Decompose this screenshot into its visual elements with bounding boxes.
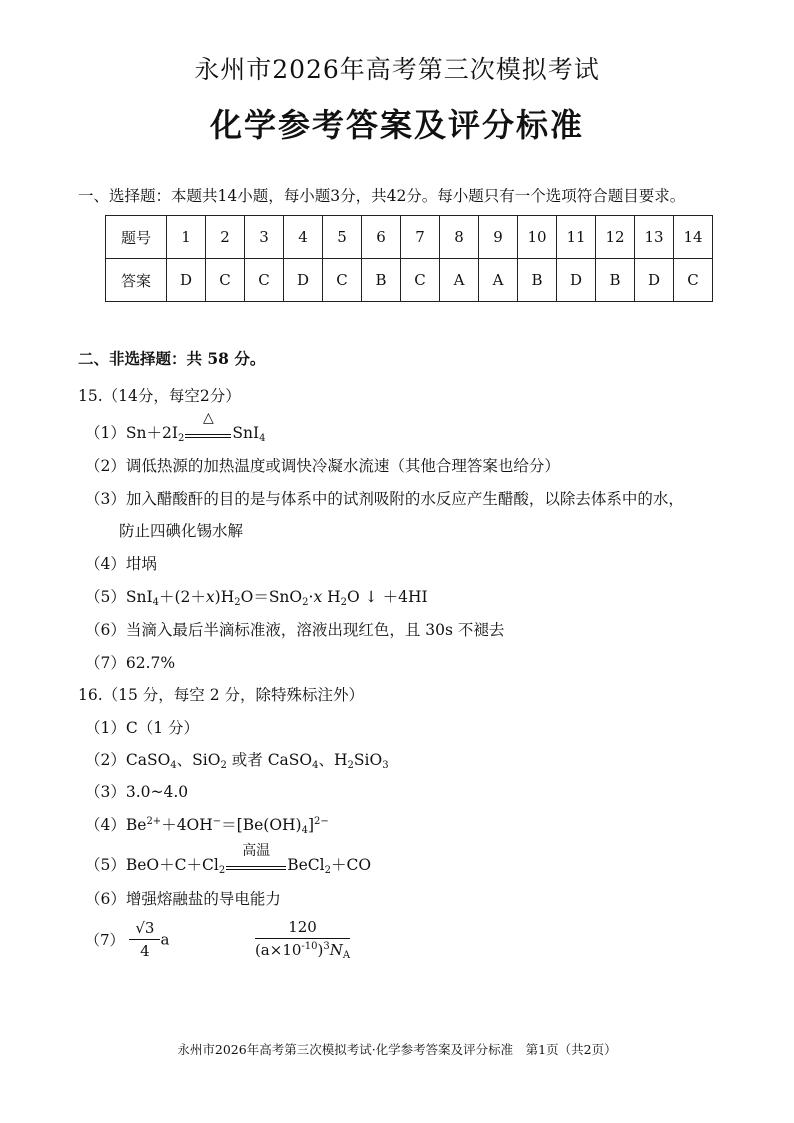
answer-cell: D [284, 259, 323, 302]
answer-row [106, 259, 713, 302]
answer-cell: C [245, 259, 284, 302]
formula-part: （2）CaSO [85, 751, 171, 769]
answer-table [105, 215, 713, 302]
superscript: − [212, 816, 222, 827]
answer-cell: D [557, 259, 596, 302]
subscript: 2 [302, 597, 309, 608]
question-number: 12 [596, 216, 635, 259]
fraction-numerator: 120 [255, 918, 350, 939]
fraction-denominator [255, 939, 350, 961]
question-number: 11 [557, 216, 596, 259]
formula-part: SiO [353, 751, 383, 769]
subscript: 2 [347, 760, 354, 771]
equation-lhs: Sn＋2I [125, 424, 178, 442]
answer-cell: D [635, 259, 674, 302]
q15-answer-7: （7）62.7% [85, 654, 176, 672]
q15-answer-2: （2）调低热源的加热温度或调快冷凝水流速（其他合理答案也给分） [85, 457, 560, 475]
question-number: 14 [674, 216, 713, 259]
den-part: ) [317, 941, 324, 959]
q15-answer-3-line1: （3）加入醋酸酐的目的是与体系中的试剂吸附的水反应产生醋酸，以除去体系中的水， [85, 490, 684, 508]
equation-part: ＋4OH [161, 816, 213, 834]
section1-heading: 一、选择题：本题共14小题，每小题3分，共42分。每小题只有一个选项符合题目要求。 [78, 187, 686, 205]
answer-cell: C [401, 259, 440, 302]
subscript: 2 [324, 865, 331, 876]
heat-symbol: △ [202, 410, 214, 426]
equation-part: SnI [125, 588, 153, 606]
subscript: A [342, 950, 351, 961]
answer-label: （5） [85, 588, 126, 606]
superscript: 2− [314, 816, 329, 827]
answer-label: （1） [85, 424, 126, 442]
subscript: 3 [382, 760, 389, 771]
answer-cell: C [206, 259, 245, 302]
question-number: 7 [401, 216, 440, 259]
answer-cell: C [674, 259, 713, 302]
q15-answer-4: （4）坩埚 [85, 555, 157, 573]
subscript: 2 [340, 597, 348, 608]
answer-key-title: 化学参考答案及评分标准 [209, 106, 584, 144]
equation-part: )H [214, 588, 235, 606]
equation-part: · [308, 588, 314, 606]
question-number: 1 [167, 216, 206, 259]
answer-cell: C [323, 259, 362, 302]
superscript: -10 [301, 941, 318, 952]
question-number: 9 [479, 216, 518, 259]
den-part: (a×10 [254, 941, 302, 959]
answer-cell: A [479, 259, 518, 302]
subscript: 4 [152, 597, 159, 608]
question-number: 13 [635, 216, 674, 259]
answer-cell: B [362, 259, 401, 302]
superscript: 2+ [146, 816, 162, 827]
equation-part: H [322, 588, 341, 606]
subscript: 4 [259, 433, 266, 444]
q16-answer-5 [85, 843, 372, 876]
question-number-row [106, 216, 713, 259]
variable-x: x [313, 588, 323, 606]
answer-cell: B [596, 259, 635, 302]
fraction-edge [129, 919, 160, 960]
section2-heading: 二、非选择题：共 58 分。 [78, 349, 266, 368]
q15-answer-3-line2: 防止四碘化锡水解 [119, 522, 244, 540]
variable-a: a [160, 930, 170, 949]
equation-part: O＝SnO [240, 588, 303, 606]
question-number: 8 [440, 216, 479, 259]
equation-rhs: SnI [232, 424, 260, 442]
subscript: 4 [312, 760, 319, 771]
formula-part: 、H [318, 751, 348, 769]
answer-cell: A [440, 259, 479, 302]
row-label-number: 题号 [106, 216, 167, 259]
subscript: 2 [177, 433, 185, 444]
equation-part: ] [307, 816, 315, 834]
subscript: 4 [170, 760, 177, 771]
exam-title: 永州市2026年高考第三次模拟考试 [194, 55, 600, 84]
equation-part: ＋(2＋ [158, 588, 206, 606]
q16-title: 16.（15 分，每空 2 分，除特殊标注外） [78, 686, 365, 704]
q16-answer-3: （3）3.0~4.0 [85, 783, 189, 801]
question-number: 3 [245, 216, 284, 259]
question-number: 2 [206, 216, 245, 259]
condition-text: 高温 [242, 843, 271, 859]
q15-answer-5 [85, 585, 428, 608]
q15-answer-6: （6）当滴入最后半滴标准液，溶液出现红色，且 30s 不褪去 [85, 621, 505, 639]
variable-x: x [205, 588, 215, 606]
equation-part: （4）Be [85, 816, 147, 834]
superscript: 3 [323, 941, 330, 952]
q15-title: 15.（14分，每空2分） [78, 387, 241, 405]
question-number: 6 [362, 216, 401, 259]
q16-answer-6: （6）增强熔融盐的导电能力 [85, 890, 281, 908]
subscript: 2 [218, 865, 226, 876]
formula-part: 或者 CaSO [226, 751, 313, 769]
page-footer: 永州市2026年高考第三次模拟考试·化学参考答案及评分标准 第1页（共2页） [177, 1042, 617, 1057]
fraction-numerator: √3 [129, 919, 160, 940]
answer-label: （7） [85, 931, 125, 949]
avogadro-symbol: N [329, 941, 343, 959]
question-number: 10 [518, 216, 557, 259]
row-label-answer: 答案 [106, 259, 167, 302]
reaction-condition [185, 410, 231, 438]
equation-part: ＋CO [330, 856, 372, 874]
fraction-denominator: 4 [140, 942, 150, 960]
equation-part: O ↓ ＋4HI [347, 588, 428, 606]
equation-part: ＝[Be(OH) [221, 816, 302, 834]
q16-answer-7 [85, 918, 350, 961]
subscript: 2 [220, 760, 227, 771]
reaction-condition [226, 843, 286, 870]
answer-cell: D [167, 259, 206, 302]
q15-answer-1 [85, 410, 266, 444]
subscript: 4 [301, 825, 308, 836]
equation-part: （5）BeO＋C＋Cl [85, 856, 219, 874]
fraction-density [255, 918, 350, 961]
subscript: 2 [234, 597, 241, 608]
formula-part: 、SiO [176, 751, 221, 769]
q16-answer-2 [85, 748, 389, 771]
answer-cell: B [518, 259, 557, 302]
q16-answer-1: （1）C（1 分） [85, 719, 200, 737]
question-number: 4 [284, 216, 323, 259]
q16-answer-4 [85, 813, 329, 836]
equation-part: BeCl [287, 856, 325, 874]
question-number: 5 [323, 216, 362, 259]
